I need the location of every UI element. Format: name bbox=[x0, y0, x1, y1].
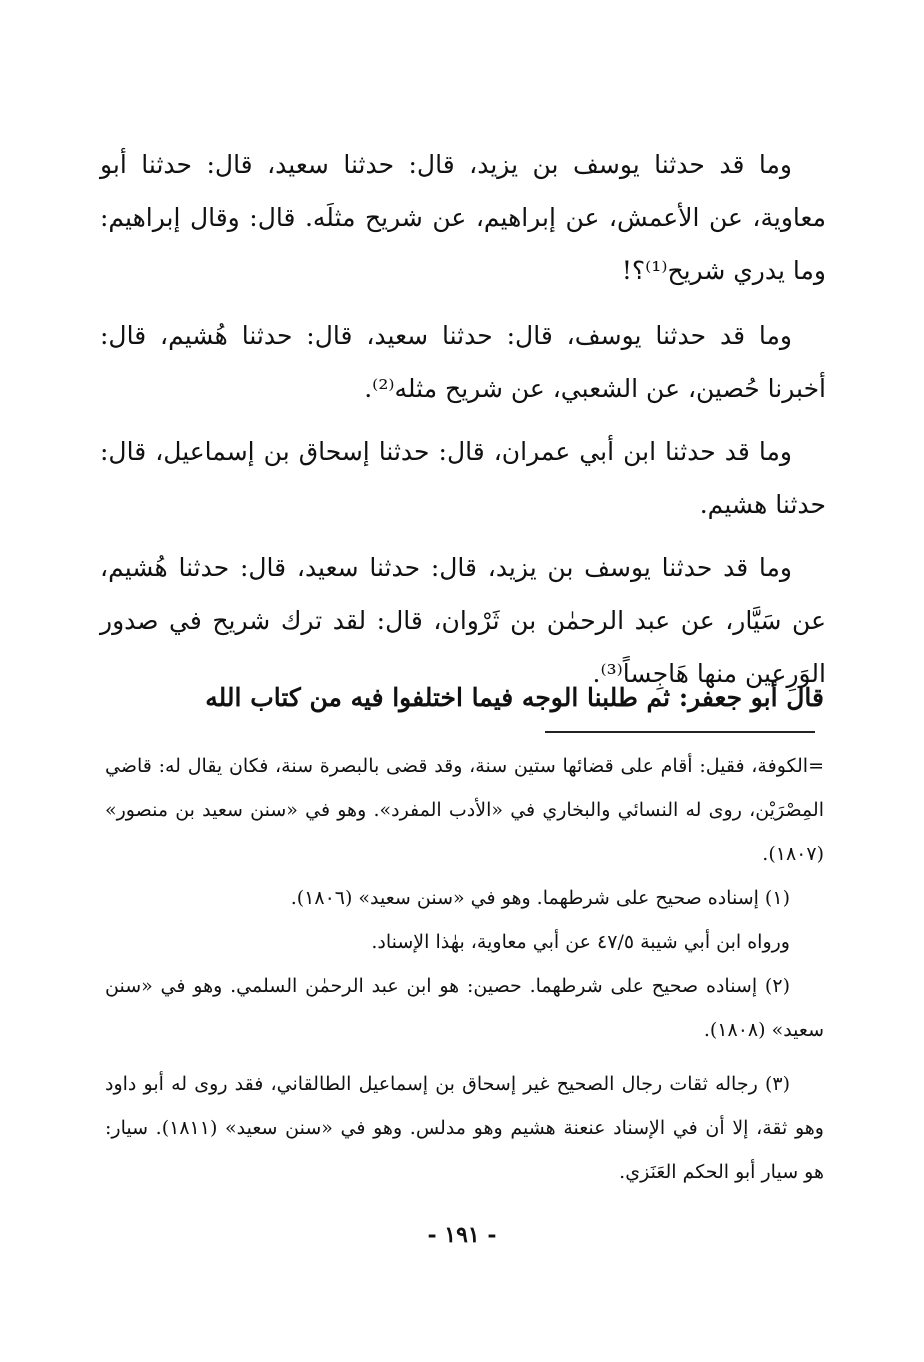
footnote-continuation: =الكوفة، فقيل: أقام على قضائها ستين سنة، وقد قضى بالبصرة سنة، فكان يقال له: قاضي المِصْرَيْن، روى له النسائي والبخاري في «الأدب المفرد». وهو في «سنن سعيد بن منصور» (١٨٠٧). bbox=[105, 755, 824, 865]
footnote-1: (١) إسناده صحيح على شرطهما. وهو في «سنن سعيد» (١٨٠٦). bbox=[290, 887, 790, 909]
main-text bbox=[100, 138, 826, 710]
paragraph-3: وما قد حدثنا ابن أبي عمران، قال: حدثنا إسحاق بن إسماعيل، قال: حدثنا هشيم. bbox=[100, 437, 826, 519]
paragraph-2: وما قد حدثنا يوسف، قال: حدثنا سعيد، قال: حدثنا هُشيم، قال: أخبرنا حُصين، عن الشعبي، عن شريح مثله⁽²⁾. bbox=[100, 321, 826, 403]
section-heading: قال أبو جعفر: ثم طلبنا الوجه فيما اختلفوا فيه من كتاب الله bbox=[205, 683, 824, 712]
paragraph-4: وما قد حدثنا يوسف بن يزيد، قال: حدثنا سعيد، قال: حدثنا هُشيم، عن سَيَّار، عن عبد الرحمٰن بن ثَرْوان، قال: لقد ترك شريح في صدور الوَرِعين منها هَاجِساً⁽³⁾. bbox=[100, 553, 826, 688]
footnotes bbox=[105, 744, 824, 1194]
paragraph-1: وما قد حدثنا يوسف بن يزيد، قال: حدثنا سعيد، قال: حدثنا أبو معاوية، عن الأعمش، عن إبراهيم، عن شريح مثلَه. قال: وقال إبراهيم: وما يدري شريح⁽¹⁾؟! bbox=[100, 150, 826, 285]
footnote-3: (٣) رجاله ثقات رجال الصحيح غير إسحاق بن إسماعيل الطالقاني، فقد روى له أبو داود وهو ثقة، إلا أن في الإسناد عنعنة هشيم وهو مدلس. وهو في «سنن سعيد» (١٨١١). سيار: هو سيار أبو الحكم العَنَزي. bbox=[105, 1073, 824, 1183]
footnote-1-continued: ورواه ابن أبي شيبة ٤٧/٥ عن أبي معاوية، بهٰذا الإسناد. bbox=[371, 931, 790, 953]
page-number: - ١٩١ - bbox=[427, 1222, 497, 1248]
footnote-divider bbox=[545, 731, 815, 733]
footnote-2: (٢) إسناده صحيح على شرطهما. حصين: هو ابن عبد الرحمٰن السلمي. وهو في «سنن سعيد» (١٨٠٨). bbox=[105, 975, 824, 1041]
